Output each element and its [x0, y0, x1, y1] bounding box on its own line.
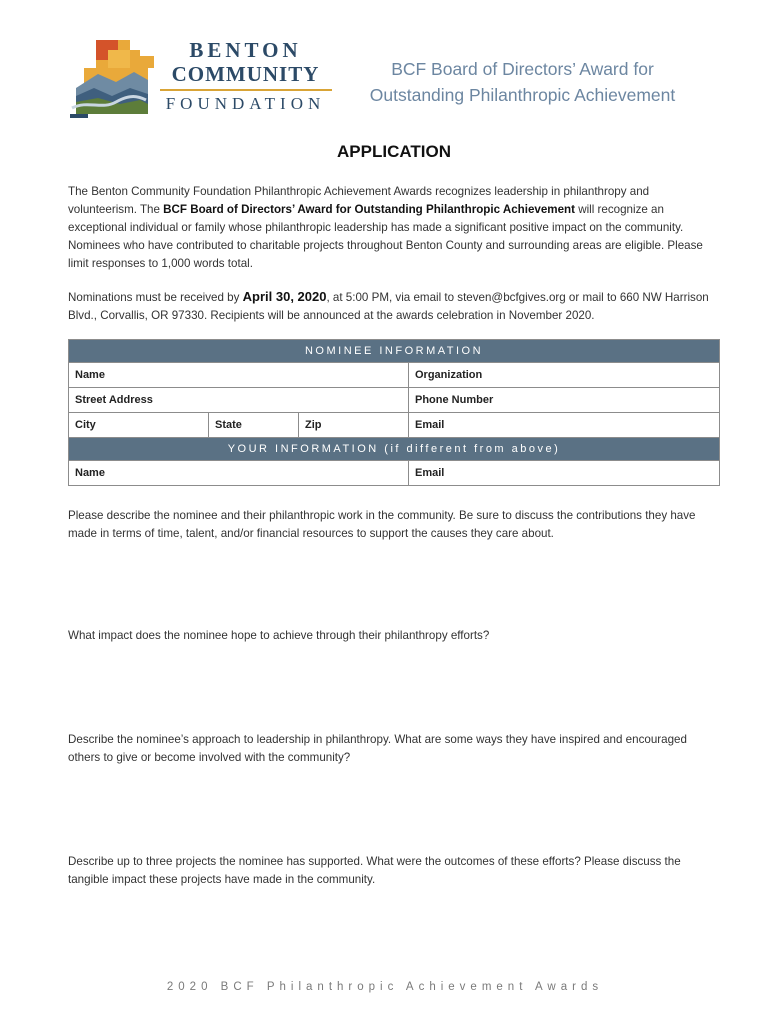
nominee-email-field[interactable]: Email: [409, 413, 720, 438]
award-title-line-2: Outstanding Philanthropic Achievement: [369, 85, 676, 105]
nominee-city-field[interactable]: City: [69, 413, 209, 438]
nominee-info-header: NOMINEE INFORMATION: [69, 340, 720, 363]
nominee-street-field[interactable]: Street Address: [69, 388, 409, 413]
your-email-field[interactable]: Email: [409, 461, 720, 486]
page-footer: 2020 BCF Philanthropic Achievement Awards: [166, 981, 604, 993]
logo-line-1: BENTON: [189, 38, 302, 62]
intro-text-2: will recognize an exceptional individual or family whose philanthropic leadership has made a significant positive impact on the community. Nominees who have contributed to charitable projects throughout Benton County and surrounding areas are eligible. Please limit responses to 1,000 words total.: [68, 203, 703, 270]
nominations-text-2: , at 5:00 PM, via email to steven@bcfgives.org or mail to 660 NW Harrison Blvd., Corvallis, OR 97330. Recipients will be announced at the awards celebration in November 2020.: [68, 291, 709, 322]
nominations-paragraph: [68, 288, 718, 325]
intro-paragraph: [68, 183, 718, 273]
question-4: Describe up to three projects the nominee has supported. What were the outcomes of these efforts? Please discuss the tangible impact these projects have made in the community.: [68, 855, 681, 886]
deadline-date: April 30, 2020: [242, 289, 327, 304]
logo-line-3: FOUNDATION: [165, 94, 326, 113]
nominee-phone-field[interactable]: Phone Number: [409, 388, 720, 413]
your-info-header: YOUR INFORMATION (if different from above): [69, 438, 720, 461]
page-title: APPLICATION: [337, 142, 451, 161]
award-title-line-1: BCF Board of Directors’ Award for: [391, 59, 654, 79]
logo-divider: [160, 89, 332, 91]
nominee-organization-field[interactable]: Organization: [409, 363, 720, 388]
information-table: [68, 339, 720, 486]
nominations-text-1: Nominations must be received by: [68, 291, 243, 304]
landscape-logo-icon: [68, 38, 158, 118]
logo-line-2: COMMUNITY: [171, 62, 320, 86]
question-3: Describe the nominee’s approach to leadership in philanthropy. What are some ways they have inspired and encouraged others to give or become involved with the community?: [68, 733, 687, 764]
your-name-field[interactable]: Name: [69, 461, 409, 486]
nominee-zip-field[interactable]: Zip: [299, 413, 409, 438]
foundation-logo: [68, 38, 338, 118]
question-2: What impact does the nominee hope to achieve through their philanthropy efforts?: [68, 629, 490, 642]
intro-text-1: The Benton Community Foundation Philanthropic Achievement Awards recognizes leadership in philanthropy and volunteerism. The: [68, 185, 650, 216]
nominee-name-field[interactable]: Name: [69, 363, 409, 388]
question-1: Please describe the nominee and their philanthropic work in the community. Be sure to discuss the contributions they have made in terms of time, talent, and/or financial resources to support the causes they care about.: [68, 509, 696, 540]
logo-wordmark: [158, 38, 333, 86]
award-title: [350, 56, 695, 108]
award-name-bold: BCF Board of Directors’ Award for Outstanding Philanthropic Achievement: [163, 203, 575, 216]
nominee-state-field[interactable]: State: [209, 413, 299, 438]
